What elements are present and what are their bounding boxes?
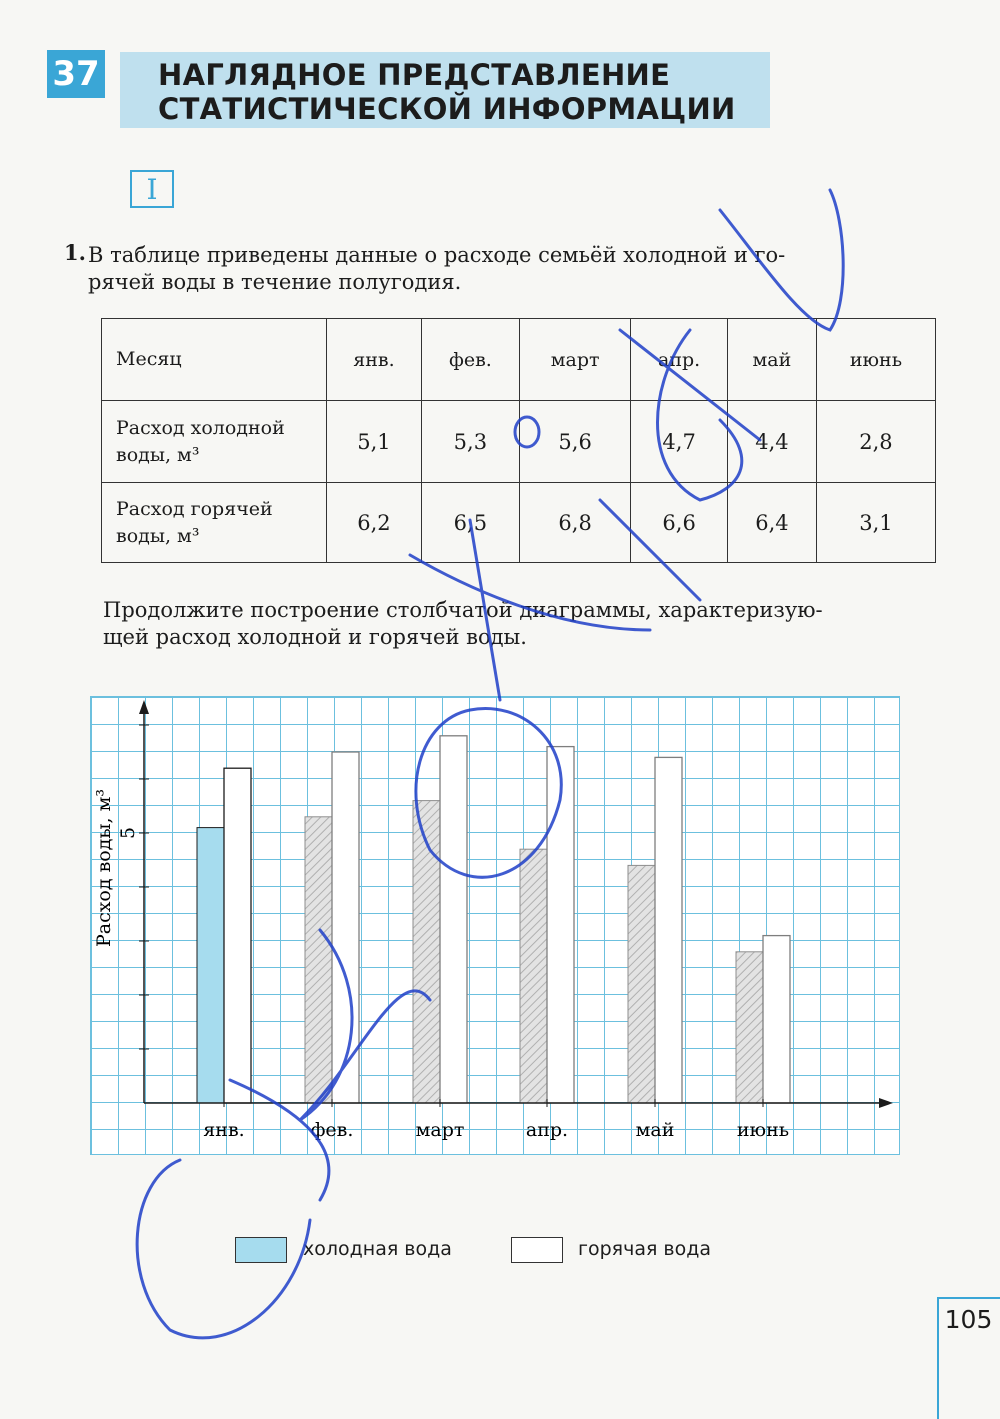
bar-hot-water <box>440 736 467 1103</box>
x-tick-label: янв. <box>203 1119 245 1141</box>
table-value-cell: 2,8 <box>816 401 935 483</box>
bar-hot-water <box>763 936 790 1103</box>
bar-hot-water <box>224 768 251 1103</box>
y-tick-label: 5 <box>117 826 139 840</box>
task-text-line-1: В таблице приведены данные о расходе семьёй холодной и го- <box>88 243 786 267</box>
x-tick-labels <box>203 1099 789 1141</box>
table-value-cell: 4,4 <box>727 401 816 483</box>
chart-bars <box>197 736 790 1103</box>
legend-cold-swatch <box>235 1237 287 1263</box>
instruction-line-2: щей расход холодной и горячей воды. <box>103 625 527 649</box>
title-line-1: НАГЛЯДНОЕ ПРЕДСТАВЛЕНИЕ <box>158 58 671 92</box>
table-value-cell: 6,8 <box>519 483 630 563</box>
row-label-line-2: воды, м³ <box>116 524 200 547</box>
level-badge: I <box>130 170 174 208</box>
task-number: 1. <box>64 240 86 265</box>
legend-cold-label: холодная вода <box>303 1238 452 1260</box>
table-value-cell: 6,6 <box>631 483 728 563</box>
table-month-cell: май <box>727 319 816 401</box>
bar-cold-water <box>520 849 547 1103</box>
task-text-line-2: рячей воды в течение полугодия. <box>88 270 462 294</box>
x-tick-label: апр. <box>525 1119 569 1141</box>
table-month-cell: фев. <box>421 319 519 401</box>
table-value-cell: 5,3 <box>421 401 519 483</box>
row-label-line-1: Расход холодной <box>116 416 285 439</box>
row-label-line-2: воды, м³ <box>116 443 200 466</box>
table-month-cell: июнь <box>816 319 935 401</box>
bar-hot-water <box>547 747 574 1103</box>
table-value-cell: 6,5 <box>421 483 519 563</box>
x-axis-arrow <box>879 1098 893 1108</box>
page-number: 105 <box>944 1305 993 1334</box>
bar-hot-water <box>655 757 682 1103</box>
table-month-cell: апр. <box>631 319 728 401</box>
bar-hot-water <box>332 752 359 1103</box>
table-value-cell: 5,6 <box>519 401 630 483</box>
x-tick-label: март <box>415 1119 465 1141</box>
row-label-line-1: Расход горячей <box>116 497 273 520</box>
bar-cold-water <box>628 865 655 1103</box>
x-tick-label: фев. <box>310 1119 354 1141</box>
y-axis-arrow <box>139 700 149 714</box>
instruction-line-1: Продолжите построение столбчатой диаграммы, характеризую- <box>103 598 823 622</box>
table-header-month: Месяц <box>102 319 327 401</box>
bar-cold-water <box>413 801 440 1103</box>
y-axis-title: Расход воды, м³ <box>93 788 115 948</box>
table-value-cell: 6,4 <box>727 483 816 563</box>
x-tick-label: июнь <box>736 1119 790 1141</box>
table-value-cell: 4,7 <box>631 401 728 483</box>
title-line-2: СТАТИСТИЧЕСКОЙ ИНФОРМАЦИИ <box>158 92 736 126</box>
table-value-cell: 6,2 <box>327 483 422 563</box>
bar-cold-water <box>305 817 332 1103</box>
legend-hot-swatch <box>511 1237 563 1263</box>
bar-cold-water <box>197 828 224 1103</box>
bar-cold-water <box>736 952 763 1103</box>
table-value-cell: 3,1 <box>816 483 935 563</box>
table-value-cell: 5,1 <box>327 401 422 483</box>
x-tick-label: май <box>635 1119 675 1141</box>
legend-hot-label: горячая вода <box>578 1238 712 1260</box>
section-number-badge: 37 <box>47 50 105 98</box>
table-month-cell: март <box>519 319 630 401</box>
table-month-cell: янв. <box>327 319 422 401</box>
